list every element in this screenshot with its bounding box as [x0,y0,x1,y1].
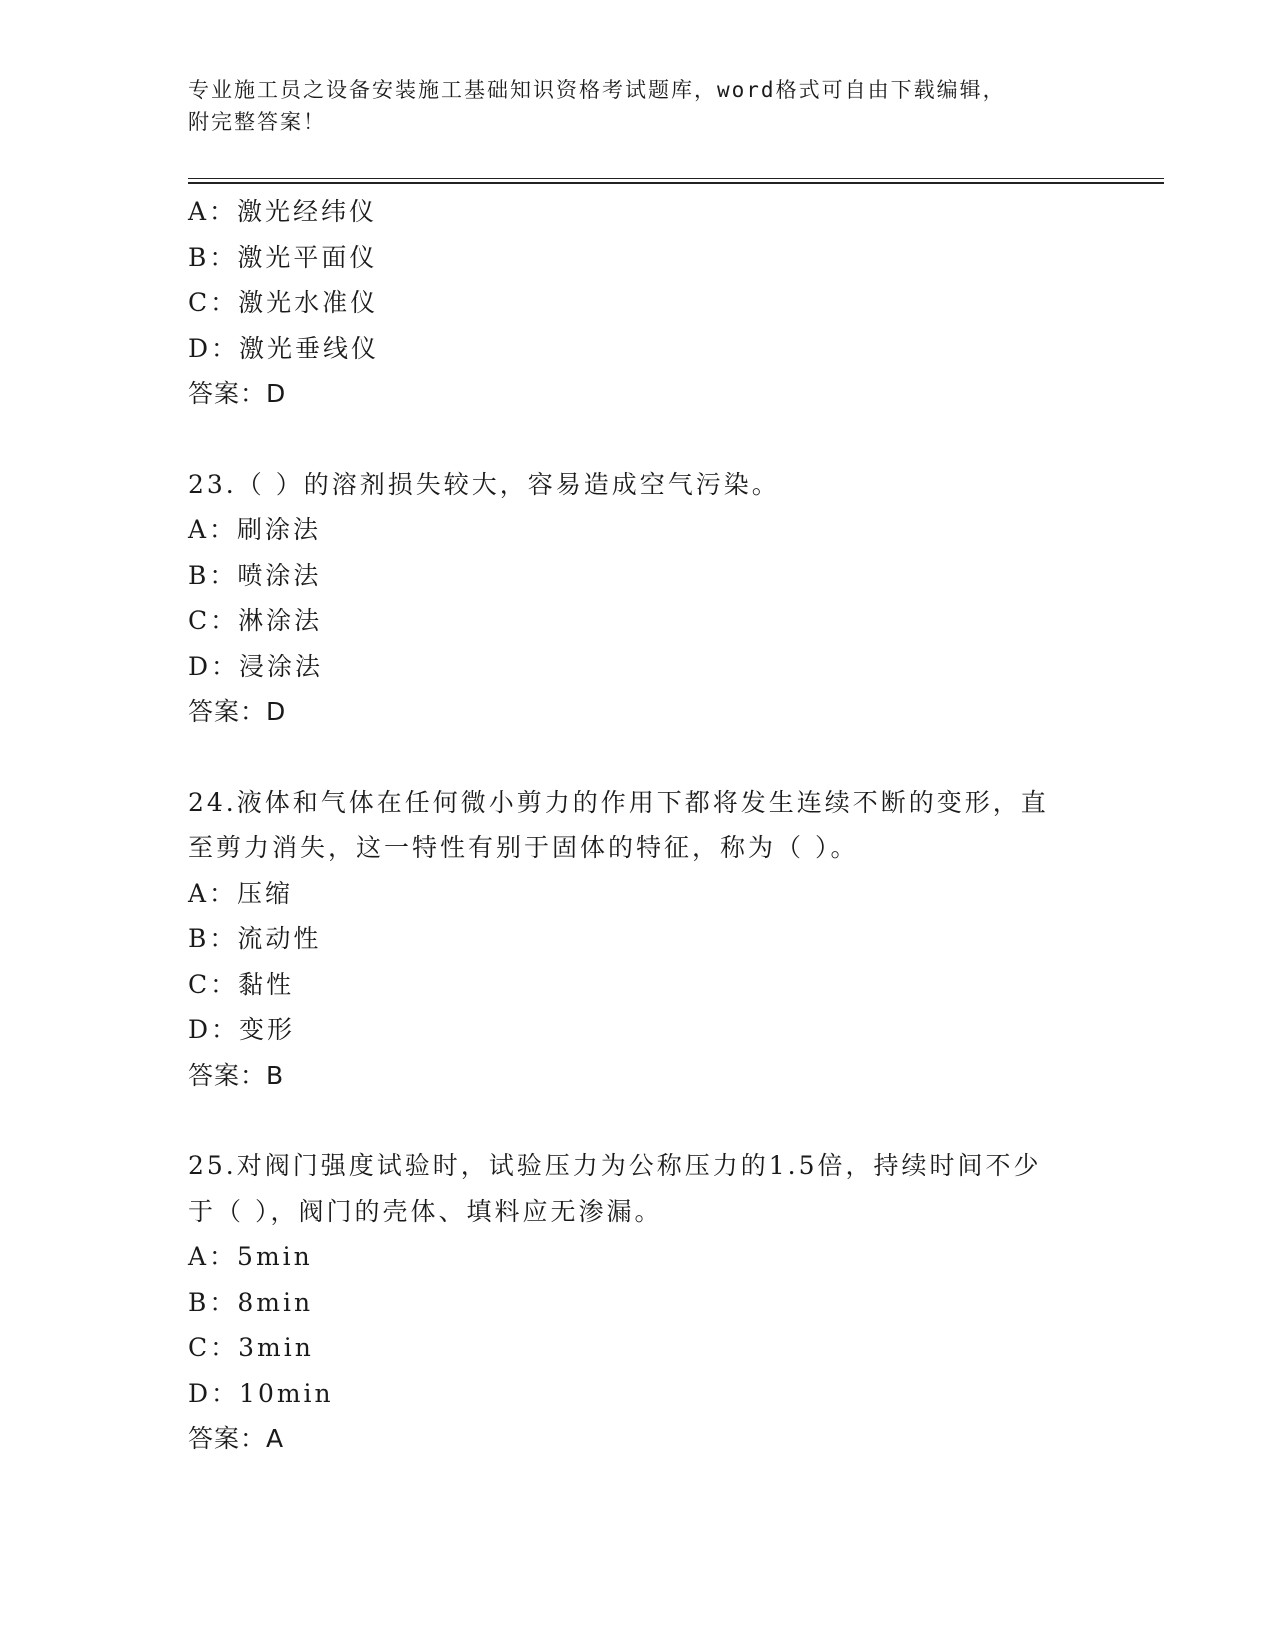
header-line-2: 附完整答案！ [188,110,326,134]
option-c: C：3min [188,1333,314,1362]
option-d: D：浸涂法 [188,651,324,681]
answer-line: 答案：B [188,1060,285,1090]
question-text: 23.（ ）的溶剂损失较大，容易造成空气污染。 [188,469,780,499]
header-line-1: 专业施工员之设备安装施工基础知识资格考试题库，word格式可自由下载编辑， [188,78,1006,102]
answer-line: 答案：D [188,697,287,726]
option-a: A：5min [188,1242,313,1271]
option-b: B：8min [188,1287,314,1317]
question-text-line-2: 至剪力消失，这一特性有别于固体的特征，称为（ ）。 [188,833,859,862]
question-list [188,189,1088,1462]
question-text-line-1: 25.对阀门强度试验时，试验压力为公称压力的1.5倍，持续时间不少 [188,1151,1042,1180]
question-22 [188,189,1088,417]
question-text-line-2: 于（ ），阀门的壳体、填料应无渗漏。 [188,1196,663,1226]
question-text-line-1: 24.液体和气体在任何微小剪力的作用下都将发生连续不断的变形，直 [188,787,1049,817]
question-23 [188,462,1088,735]
answer-line: 答案：D [188,379,287,408]
option-b: B：流动性 [188,924,322,953]
option-a: A：刷涂法 [188,515,322,544]
option-d: D：变形 [188,1015,296,1044]
option-c: C：黏性 [188,969,295,999]
question-24 [188,780,1088,1099]
header-divider-thick [188,182,1164,184]
answer-line: 答案：A [188,1424,285,1453]
option-a: A：压缩 [188,878,294,908]
option-d: D：10min [188,1378,334,1408]
header-divider-thin [188,178,1164,179]
option-b: B：激光平面仪 [188,242,378,272]
option-a: A：激光经纬仪 [188,197,378,226]
document-header [188,74,1088,138]
option-c: C：淋涂法 [188,606,323,635]
option-c: C：激光水准仪 [188,288,379,317]
option-d: D：激光垂线仪 [188,333,380,363]
option-b: B：喷涂法 [188,560,322,590]
question-25 [188,1143,1088,1462]
